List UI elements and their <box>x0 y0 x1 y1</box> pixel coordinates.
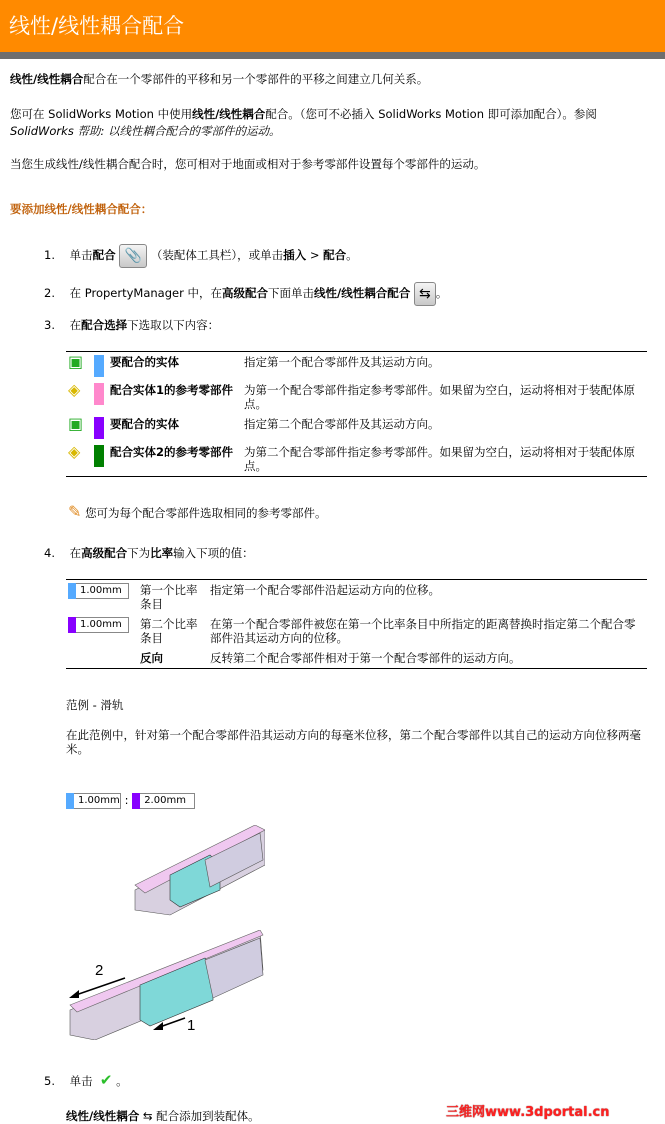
intro-paragraph-2 <box>10 106 650 140</box>
row-label: 配合实体1的参考零部件 <box>110 383 234 397</box>
arrow-label-2: 2 <box>95 962 104 979</box>
text: 配合添加到装配体。 <box>156 1109 260 1123</box>
step-5 <box>44 1071 128 1089</box>
row-label: 反向 <box>140 651 163 665</box>
help-reference-link[interactable]: SolidWorks 帮助: 以线性耦合配合的零部件的运动。 <box>10 124 281 138</box>
row-label: 要配合的实体 <box>110 355 179 369</box>
text: > <box>306 248 324 262</box>
row-label: 第二个比率条目 <box>140 617 198 645</box>
table-row <box>66 442 647 477</box>
text: 配合。（您可不必插入 SolidWorks Motion 即可添加配合）。参阅 <box>265 107 597 121</box>
text: 下选取以下内容： <box>127 318 220 332</box>
text: 单击 <box>69 1074 93 1088</box>
ratio-value-2: 2.00mm <box>140 793 195 809</box>
step-number: 4. <box>44 546 55 560</box>
note <box>68 502 327 521</box>
table-row <box>66 580 647 615</box>
reference-component-icon: ◈ <box>68 380 81 399</box>
bold-term: 配合 <box>323 248 347 262</box>
linear-coupler-icon: ⇆ <box>142 1109 153 1123</box>
section-heading: 要添加线性/线性耦合配合： <box>10 202 153 216</box>
text: 。 <box>346 248 358 262</box>
table-row <box>66 648 647 669</box>
bold-term: 线性/线性耦合 <box>66 1109 140 1123</box>
step-number: 5. <box>44 1074 55 1088</box>
text: 输入下项的值： <box>173 546 254 560</box>
text: 配合在一个零部件的平移和另一个零部件的平移之间建立几何关系。 <box>83 72 429 86</box>
color-swatch <box>68 617 76 633</box>
header-divider <box>0 52 665 59</box>
ratio-value-1: 1.00mm <box>74 793 121 809</box>
ok-checkmark-icon[interactable]: ✔ <box>99 1071 113 1089</box>
bold-term: 配合 <box>92 248 116 262</box>
reference-component-icon: ◈ <box>68 442 81 461</box>
mate-entity-icon: ▣ <box>68 414 84 433</box>
text: （装配体工具栏），或单击 <box>150 248 284 262</box>
second-ratio-input[interactable]: 1.00mm <box>76 617 129 633</box>
table-row <box>66 380 647 414</box>
color-swatch <box>94 417 104 439</box>
watermark: 三维网www.3dportal.cn <box>446 1105 610 1120</box>
color-swatch <box>94 355 104 377</box>
slide-rail-image-2 <box>65 930 265 1040</box>
mate-paperclip-icon[interactable]: 📎 <box>119 244 147 268</box>
bold-term: 高级配合 <box>81 546 128 560</box>
step-number: 1. <box>44 248 55 262</box>
text: 在 PropertyManager 中，在 <box>69 286 222 300</box>
example-ratio <box>66 793 195 809</box>
text: 在 <box>69 318 82 332</box>
text: 。 <box>116 1074 128 1088</box>
step-number: 2. <box>44 286 55 300</box>
note-text: 您可为每个配合零部件选取相同的参考零部件。 <box>85 506 327 520</box>
step-4 <box>44 545 254 561</box>
text: 您可在 SolidWorks Motion 中使用 <box>10 107 193 121</box>
color-swatch <box>68 583 76 599</box>
intro-paragraph-1 <box>10 71 428 87</box>
color-swatch <box>94 445 104 467</box>
intro-paragraph-3: 当您生成线性/线性耦合配合时，您可相对于地面或相对于参考零部件设置每个零部件的运动。 <box>10 157 486 171</box>
row-desc: 为第一个配合零部件指定参考零部件。如果留为空白，运动将相对于装配体原点。 <box>244 383 635 411</box>
ratio-table <box>66 579 647 669</box>
bold-term: 插入 <box>283 248 307 262</box>
step-2 <box>44 278 447 308</box>
step-3 <box>44 317 219 333</box>
page-title: 线性/线性耦合配合 <box>0 0 665 52</box>
pencil-icon: ✎ <box>68 502 82 521</box>
table-row <box>66 414 647 442</box>
bold-term: 线性/线性耦合 <box>10 72 84 86</box>
bold-term: 线性/线性耦合 <box>192 107 266 121</box>
row-label: 要配合的实体 <box>110 417 179 431</box>
text: 。 <box>435 286 448 300</box>
text: 在 <box>69 546 82 560</box>
example-title: 范例 - 滑轨 <box>66 698 124 712</box>
slide-rail-image-1 <box>130 825 265 920</box>
bold-term: 线性/线性耦合配合 <box>314 286 411 300</box>
row-label: 配合实体2的参考零部件 <box>110 445 234 459</box>
row-desc: 为第二个配合零部件指定参考零部件。如果留为空白，运动将相对于装配体原点。 <box>244 445 635 473</box>
step-number: 3. <box>44 318 55 332</box>
text: 下为 <box>127 546 151 560</box>
color-swatch <box>94 383 104 405</box>
color-swatch <box>132 793 140 809</box>
bold-term: 配合选择 <box>81 318 128 332</box>
row-desc: 在第一个配合零部件被您在第一个比率条目中所指定的距离替换时指定第二个配合零部件沿其运动方向的位移。 <box>210 617 636 645</box>
mate-entity-icon: ▣ <box>68 352 84 371</box>
linear-coupler-icon[interactable]: ⇆ <box>414 282 436 306</box>
row-desc: 指定第一个配合零部件沿起运动方向的位移。 <box>210 583 440 597</box>
row-desc: 指定第二个配合零部件及其运动方向。 <box>244 417 440 431</box>
table-row <box>66 614 647 648</box>
color-swatch <box>66 793 74 809</box>
bold-term: 高级配合 <box>222 286 268 300</box>
arrow-label-1: 1 <box>187 1017 196 1034</box>
row-desc: 指定第一个配合零部件及其运动方向。 <box>244 355 440 369</box>
text: 下面单击 <box>268 286 314 300</box>
step-1 <box>44 240 358 270</box>
selection-table <box>66 351 647 477</box>
ratio-separator: : <box>124 793 129 807</box>
row-desc: 反转第二个配合零部件相对于第一个配合零部件的运动方向。 <box>210 651 521 665</box>
first-ratio-input[interactable]: 1.00mm <box>76 583 129 599</box>
table-row <box>66 352 647 381</box>
bold-term: 比率 <box>150 546 174 560</box>
example-text: 在此范例中，针对第一个配合零部件沿其运动方向的每毫米位移，第二个配合零部件以其自己的运动方向位移两毫米。 <box>66 728 641 756</box>
final-result <box>66 1108 260 1124</box>
text: 单击 <box>69 248 93 262</box>
row-label: 第一个比率条目 <box>140 583 198 611</box>
